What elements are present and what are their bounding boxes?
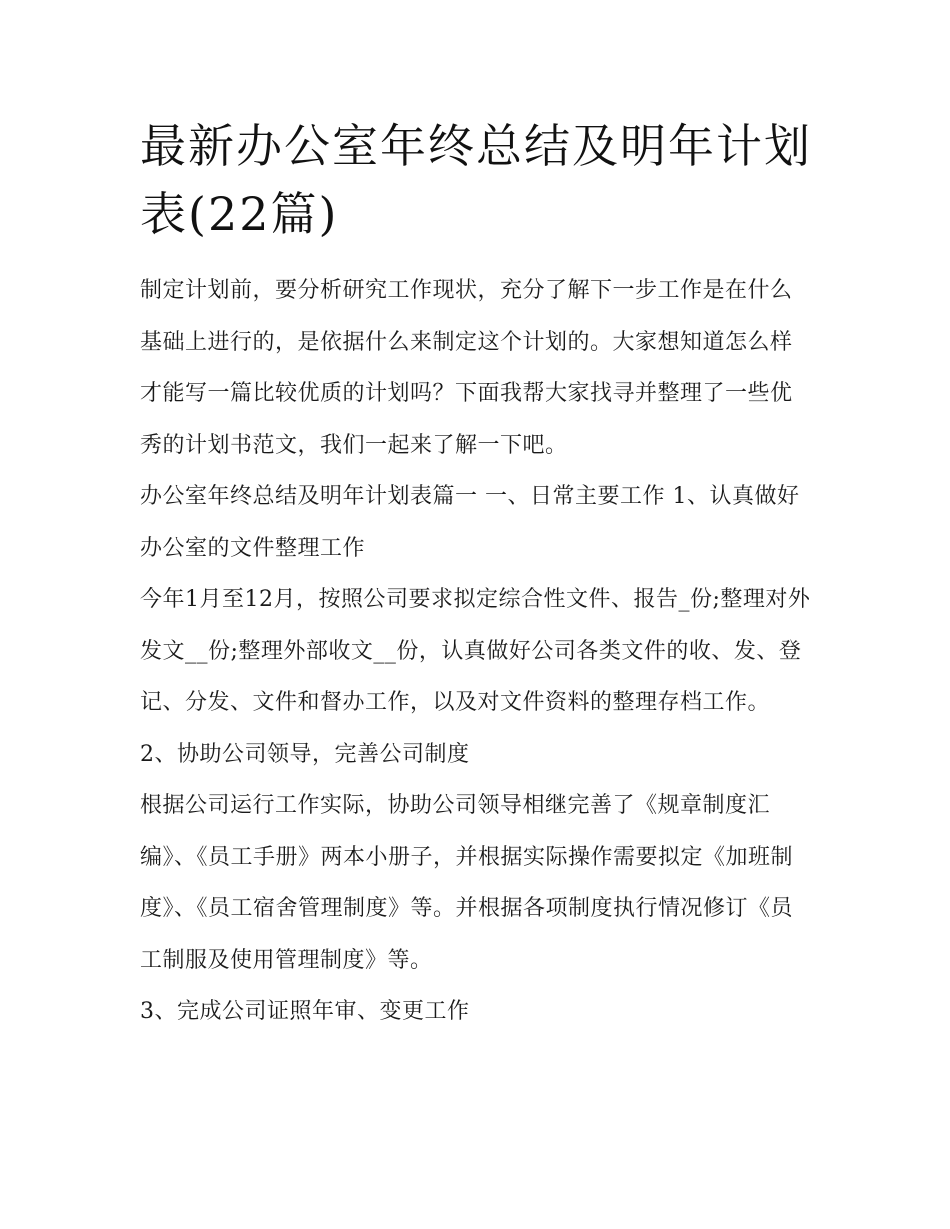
subsection-heading: 2、协助公司领导，完善公司制度 — [140, 741, 470, 767]
document-title: 最新办公室年终总结及明年计划表(22篇) — [140, 119, 812, 241]
intro-paragraph: 制定计划前，要分析研究工作现状，充分了解下一步工作是在什么基础上进行的，是依据什么来制定这个计划的。大家想知道怎么样才能写一篇比较优质的计划吗？下面我帮大家找寻并整理了一些优秀的计划书范文，我们一起来了解一下吧。 — [140, 278, 793, 458]
body-paragraph: 今年1月至12月，按照公司要求拟定综合性文件、报告_份;整理对外发文__份;整理外部收文__份，认真做好公司各类文件的收、发、登记、分发、文件和督办工作，以及对文件资料的整理存档工作。 — [140, 587, 811, 715]
section-heading: 办公室年终总结及明年计划表篇一 一、日常主要工作 1、认真做好办公室的文件整理工作 — [140, 484, 800, 561]
document-page — [140, 112, 812, 1038]
subsection-heading: 3、完成公司证照年审、变更工作 — [140, 999, 470, 1024]
body-paragraph: 根据公司运行工作实际，协助公司领导相继完善了《规章制度汇编》、《员工手册》两本小册子，并根据实际操作需要拟定《加班制度》、《员工宿舍管理制度》等。并根据各项制度执行情况修订《员工制服及使用管理制度》等。 — [140, 793, 794, 973]
